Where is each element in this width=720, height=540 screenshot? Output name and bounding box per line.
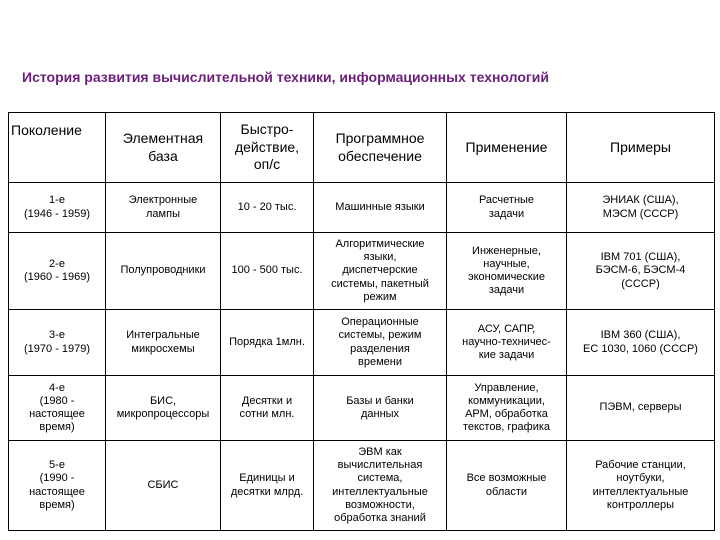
table-row [9, 183, 715, 233]
application-cell: Расчетные задачи [447, 183, 567, 233]
table-row [9, 310, 715, 376]
speed-cell: Единицы и десятки млрд. [221, 441, 314, 531]
application-cell: АСУ, САПР, научно-техничес- кие задачи [447, 310, 567, 376]
element-base-cell: СБИС [106, 441, 221, 531]
examples-cell: ЭНИАК (США), МЭСМ (СССР) [567, 183, 715, 233]
header-element-base: Элементная база [106, 113, 221, 183]
table-row [9, 376, 715, 441]
header-speed: Быстро- действие, оп/с [221, 113, 314, 183]
application-cell: Управление, коммуникации, АРМ, обработка текстов, графика [447, 376, 567, 441]
element-base-cell: Полупроводники [106, 233, 221, 310]
examples-cell: IBM 360 (США), ЕС 1030, 1060 (СССР) [567, 310, 715, 376]
speed-cell: Десятки и сотни млн. [221, 376, 314, 441]
software-cell: Операционные системы, режим разделения времени [314, 310, 447, 376]
software-cell: Машинные языки [314, 183, 447, 233]
table-row [9, 233, 715, 310]
generation-cell: 4-е (1980 - настоящее время) [9, 376, 106, 441]
header-generation: Поколение [9, 113, 106, 183]
examples-cell: Рабочие станции, ноутбуки, интеллектуальные контроллеры [567, 441, 715, 531]
page-title: История развития вычислительной техники, информационных технологий [22, 69, 549, 85]
element-base-cell: БИС, микропроцессоры [106, 376, 221, 441]
generation-cell: 5-е (1990 - настоящее время) [9, 441, 106, 531]
examples-cell: ПЭВМ, серверы [567, 376, 715, 441]
header-software: Программное обеспечение [314, 113, 447, 183]
header-examples: Примеры [567, 113, 715, 183]
application-cell: Инженерные, научные, экономические задачи [447, 233, 567, 310]
header-row [9, 113, 715, 183]
generation-cell: 2-е (1960 - 1969) [9, 233, 106, 310]
history-table [8, 112, 715, 531]
speed-cell: Порядка 1млн. [221, 310, 314, 376]
application-cell: Все возможные области [447, 441, 567, 531]
speed-cell: 100 - 500 тыс. [221, 233, 314, 310]
element-base-cell: Электронные лампы [106, 183, 221, 233]
software-cell: ЭВМ как вычислительная система, интеллектуальные возможности, обработка знаний [314, 441, 447, 531]
software-cell: Алгоритмические языки, диспетчерские системы, пакетный режим [314, 233, 447, 310]
generation-cell: 1-е (1946 - 1959) [9, 183, 106, 233]
speed-cell: 10 - 20 тыс. [221, 183, 314, 233]
examples-cell: IBM 701 (США), БЭСМ-6, БЭСМ-4 (СССР) [567, 233, 715, 310]
generation-cell: 3-е (1970 - 1979) [9, 310, 106, 376]
software-cell: Базы и банки данных [314, 376, 447, 441]
element-base-cell: Интегральные микросхемы [106, 310, 221, 376]
header-application: Применение [447, 113, 567, 183]
table-row [9, 441, 715, 531]
